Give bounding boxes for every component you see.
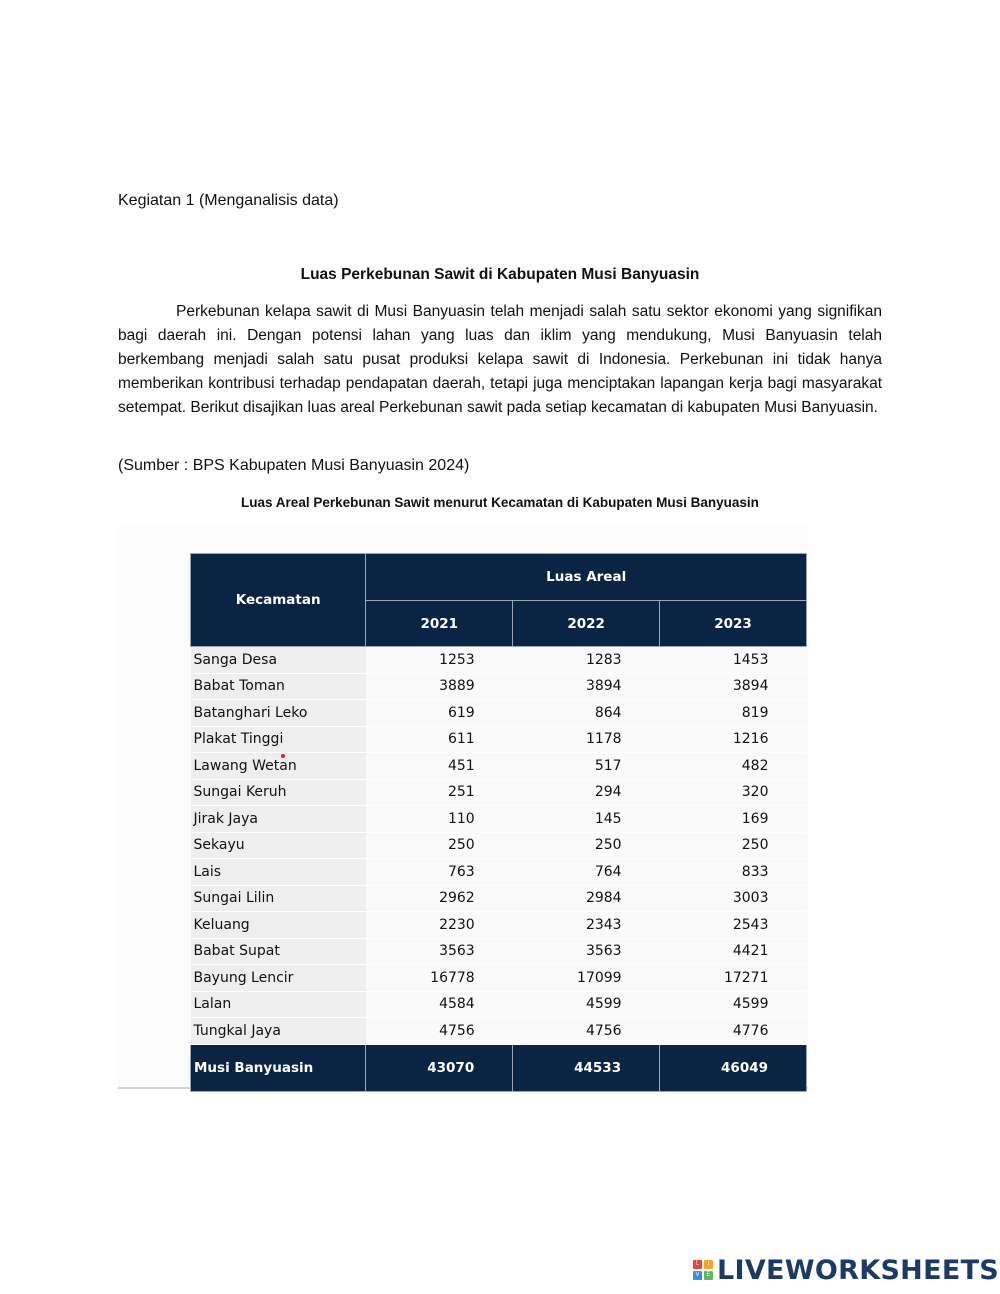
area-value-2022: 4756 [513, 1018, 660, 1045]
kecamatan-name: Bayung Lencir [191, 965, 366, 992]
area-value-2022: 145 [513, 806, 660, 833]
header-year-2022: 2022 [513, 601, 660, 647]
area-value-2023: 17271 [660, 965, 807, 992]
kecamatan-name: Tungkal Jaya [191, 1018, 366, 1045]
area-value-2022: 517 [513, 753, 660, 780]
table-row [191, 912, 807, 939]
activity-label: Kegiatan 1 (Menganalisis data) [118, 192, 339, 209]
area-value-2023: 169 [660, 806, 807, 833]
area-value-2023: 4599 [660, 991, 807, 1018]
table-caption: Luas Areal Perkebunan Sawit menurut Kecamatan di Kabupaten Musi Banyuasin [241, 495, 759, 510]
table-row [191, 726, 807, 753]
area-value-2021: 3889 [366, 673, 513, 700]
kecamatan-name: Babat Supat [191, 938, 366, 965]
area-value-2022: 294 [513, 779, 660, 806]
area-value-2023: 833 [660, 859, 807, 886]
red-dot-marker [281, 754, 285, 758]
area-value-2021: 110 [366, 806, 513, 833]
area-value-2022: 4599 [513, 991, 660, 1018]
area-value-2023: 1453 [660, 647, 807, 674]
area-value-2021: 3563 [366, 938, 513, 965]
area-value-2021: 16778 [366, 965, 513, 992]
area-value-2023: 3894 [660, 673, 807, 700]
table-row [191, 832, 807, 859]
logo-mark-icon: L I V E [693, 1260, 713, 1280]
area-value-2021: 763 [366, 859, 513, 886]
header-luas-areal: Luas Areal [366, 554, 807, 601]
area-value-2021: 2230 [366, 912, 513, 939]
area-value-2023: 1216 [660, 726, 807, 753]
area-value-2023: 819 [660, 700, 807, 727]
kecamatan-name: Babat Toman [191, 673, 366, 700]
area-value-2023: 250 [660, 832, 807, 859]
area-value-2022: 1178 [513, 726, 660, 753]
table-row [191, 673, 807, 700]
kecamatan-name: Batanghari Leko [191, 700, 366, 727]
table-row [191, 1018, 807, 1045]
table-row [191, 700, 807, 727]
source-note: (Sumber : BPS Kabupaten Musi Banyuasin 2024) [118, 457, 470, 474]
intro-paragraph: Perkebunan kelapa sawit di Musi Banyuasin telah menjadi salah satu sektor ekonomi yang signifikan bagi daerah ini. Dengan potensi lahan yang luas dan iklim yang mendukung, Musi Banyuasin telah berkembang menjadi salah satu pusat produksi kelapa sawit di Indonesia. Perkebunan ini tidak hanya memberikan kontribusi terhadap pendapatan daerah, tetapi juga menciptakan lapangan kerja bagi masyarakat setempat. Berikut disajikan luas areal Perkebunan sawit pada setiap kecamatan di kabupaten Musi Banyuasin. [118, 303, 882, 416]
area-value-2022: 2343 [513, 912, 660, 939]
area-value-2021: 250 [366, 832, 513, 859]
area-value-2022: 250 [513, 832, 660, 859]
area-value-2022: 864 [513, 700, 660, 727]
area-value-2021: 619 [366, 700, 513, 727]
area-value-2022: 2984 [513, 885, 660, 912]
logo-text: LIVEWORKSHEETS [717, 1254, 1000, 1286]
area-value-2023: 4421 [660, 938, 807, 965]
area-value-2021: 611 [366, 726, 513, 753]
area-value-2021: 4756 [366, 1018, 513, 1045]
plantation-area-table [190, 553, 807, 1092]
table-row [191, 965, 807, 992]
kecamatan-name: Lawang Wetan [191, 753, 366, 780]
header-year-2023: 2023 [660, 601, 807, 647]
table-row [191, 938, 807, 965]
table-total-row [191, 1044, 807, 1091]
kecamatan-name: Sanga Desa [191, 647, 366, 674]
area-value-2023: 320 [660, 779, 807, 806]
area-value-2022: 3894 [513, 673, 660, 700]
area-value-2022: 764 [513, 859, 660, 886]
kecamatan-name: Jirak Jaya [191, 806, 366, 833]
table-row [191, 991, 807, 1018]
area-value-2021: 251 [366, 779, 513, 806]
kecamatan-name: Musi Banyuasin [191, 1044, 366, 1091]
kecamatan-name: Lais [191, 859, 366, 886]
area-value-2023: 46049 [660, 1044, 807, 1091]
kecamatan-name: Lalan [191, 991, 366, 1018]
liveworksheets-logo [693, 1255, 999, 1285]
area-value-2022: 17099 [513, 965, 660, 992]
area-value-2023: 2543 [660, 912, 807, 939]
kecamatan-name: Plakat Tinggi [191, 726, 366, 753]
kecamatan-name: Sungai Keruh [191, 779, 366, 806]
table-row [191, 806, 807, 833]
area-value-2021: 2962 [366, 885, 513, 912]
area-value-2021: 1253 [366, 647, 513, 674]
area-value-2022: 44533 [513, 1044, 660, 1091]
table-row [191, 647, 807, 674]
kecamatan-name: Sungai Lilin [191, 885, 366, 912]
header-year-2021: 2021 [366, 601, 513, 647]
area-value-2022: 1283 [513, 647, 660, 674]
table-row [191, 779, 807, 806]
area-value-2022: 3563 [513, 938, 660, 965]
area-value-2021: 43070 [366, 1044, 513, 1091]
area-value-2021: 4584 [366, 991, 513, 1018]
area-value-2023: 482 [660, 753, 807, 780]
area-value-2021: 451 [366, 753, 513, 780]
area-value-2023: 3003 [660, 885, 807, 912]
kecamatan-name: Keluang [191, 912, 366, 939]
header-kecamatan: Kecamatan [191, 554, 366, 647]
table-row [191, 859, 807, 886]
area-value-2023: 4776 [660, 1018, 807, 1045]
table-row [191, 885, 807, 912]
kecamatan-name: Sekayu [191, 832, 366, 859]
document-title: Luas Perkebunan Sawit di Kabupaten Musi Banyuasin [300, 266, 700, 283]
